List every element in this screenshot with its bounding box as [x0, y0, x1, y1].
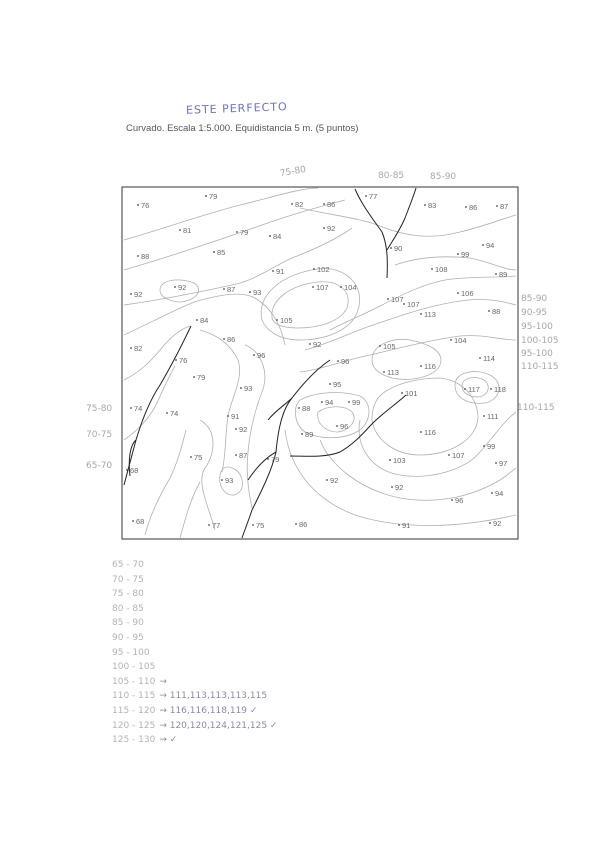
- spot-dot: [223, 288, 225, 290]
- spot-dot: [495, 273, 497, 275]
- legend-row: [112, 733, 277, 748]
- spot-dot: [208, 524, 210, 526]
- legend-range: 100 - 105: [112, 662, 156, 673]
- spot-height-label: 86: [469, 203, 478, 212]
- spot-dot: [431, 268, 433, 270]
- spot-dot: [179, 229, 181, 231]
- spot-height: [398, 521, 410, 530]
- spot-height-label: 86: [227, 335, 236, 344]
- spot-dot: [479, 357, 481, 359]
- spot-dot: [130, 347, 132, 349]
- spot-height: [420, 310, 436, 319]
- legend-mark: → ✓: [159, 735, 178, 746]
- spot-height-label: 91: [402, 521, 411, 530]
- spot-dot: [491, 492, 493, 494]
- spot-height: [276, 316, 292, 325]
- legend-range: 85 - 90: [112, 618, 144, 629]
- handwritten-legend: [112, 558, 277, 748]
- spot-height: [301, 430, 313, 439]
- legend-row: [112, 719, 277, 734]
- spot-dot: [249, 291, 251, 293]
- legend-row: [112, 558, 277, 573]
- spot-height: [269, 232, 281, 241]
- spot-height: [431, 265, 447, 274]
- legend-range: 120 - 125: [112, 720, 156, 731]
- spot-height: [379, 342, 395, 351]
- spot-height-label: 108: [435, 265, 448, 274]
- spot-dot: [137, 204, 139, 206]
- spot-height: [137, 201, 149, 210]
- spot-dot: [240, 387, 242, 389]
- spot-height: [130, 290, 142, 299]
- spot-dot: [291, 203, 293, 205]
- spot-height: [479, 354, 495, 363]
- spot-dot: [365, 195, 367, 197]
- spot-height-label: 79: [209, 192, 218, 201]
- spot-height: [488, 307, 500, 316]
- spot-height-label: 107: [452, 451, 465, 460]
- spot-dot: [464, 388, 466, 390]
- spot-height-label: 89: [499, 270, 508, 279]
- spot-height-label: 75: [256, 521, 265, 530]
- spot-height: [340, 283, 356, 292]
- spot-dot: [130, 407, 132, 409]
- spot-height: [272, 267, 284, 276]
- spot-dot: [389, 459, 391, 461]
- legend-range: 125 - 130: [112, 735, 156, 746]
- spot-dot: [448, 454, 450, 456]
- spot-height: [208, 521, 220, 530]
- spot-height-label: 101: [405, 389, 418, 398]
- spot-height-label: 79: [240, 228, 249, 237]
- legend-range: 110 - 115: [112, 691, 156, 702]
- spot-dot: [383, 371, 385, 373]
- spot-height-label: 94: [325, 398, 334, 407]
- spot-dot: [190, 456, 192, 458]
- spot-height-label: 96: [341, 357, 350, 366]
- spot-height-label: 84: [200, 316, 209, 325]
- spot-height-label: 96: [455, 496, 464, 505]
- spot-height: [179, 226, 191, 235]
- spot-height-label: 94: [486, 241, 495, 250]
- spot-height-label: 79: [197, 373, 206, 382]
- legend-row: [112, 689, 277, 704]
- spot-height: [337, 357, 349, 366]
- spot-height-label: 113: [387, 368, 399, 377]
- spot-height-label: 93: [244, 384, 253, 393]
- spot-height: [424, 201, 436, 210]
- spot-height: [252, 521, 264, 530]
- spot-height-label: 77: [212, 521, 221, 530]
- spot-height-label: 76: [179, 356, 188, 365]
- spot-height: [465, 203, 477, 212]
- spot-height-label: 92: [239, 425, 248, 434]
- spot-height-label: 68: [130, 466, 139, 475]
- spot-height: [326, 476, 338, 485]
- spot-height-label: 92: [134, 290, 143, 299]
- spot-heights: [126, 192, 508, 530]
- spot-height-label: 75: [194, 453, 203, 462]
- spot-height-label: 87: [239, 451, 248, 460]
- spot-dot: [309, 343, 311, 345]
- legend-row: [112, 660, 277, 675]
- spot-height: [323, 200, 335, 209]
- spot-dot: [329, 383, 331, 385]
- spot-dot: [490, 388, 492, 390]
- spot-height: [309, 340, 321, 349]
- spot-height: [190, 453, 202, 462]
- spot-height-label: 88: [302, 404, 311, 413]
- spot-height-label: 93: [253, 288, 262, 297]
- spot-height-label: 77: [369, 192, 378, 201]
- legend-row: [112, 587, 277, 602]
- legend-row: [112, 646, 277, 661]
- spot-dot: [323, 203, 325, 205]
- legend-mark: →: [159, 676, 167, 687]
- spot-height-label: 81: [183, 226, 192, 235]
- spot-height: [457, 289, 473, 298]
- margin-note-left: 70-75: [86, 430, 113, 440]
- spot-height: [365, 192, 377, 201]
- spot-dot: [175, 359, 177, 361]
- spot-height: [298, 404, 310, 413]
- spot-height-label: 107: [391, 295, 404, 304]
- spot-dot: [457, 253, 459, 255]
- spot-dot: [488, 310, 490, 312]
- margin-note-top: 80-85: [378, 171, 405, 181]
- spot-height: [495, 459, 507, 468]
- spot-dot: [482, 244, 484, 246]
- spot-height: [236, 228, 248, 237]
- spot-height: [390, 244, 402, 253]
- legend-range: 75 - 80: [112, 589, 144, 600]
- spot-height-label: 74: [134, 404, 143, 413]
- spot-dot: [401, 392, 403, 394]
- spot-height-label: 86: [299, 520, 308, 529]
- spot-height: [295, 520, 307, 529]
- spot-dot: [424, 204, 426, 206]
- spot-height: [235, 451, 247, 460]
- spot-dot: [276, 319, 278, 321]
- spot-height-label: 117: [468, 385, 480, 394]
- spot-height-label: 85: [217, 248, 226, 257]
- spot-dot: [298, 407, 300, 409]
- spot-dot: [323, 227, 325, 229]
- spot-height: [193, 373, 205, 382]
- legend-row: [112, 602, 277, 617]
- legend-range: 105 - 110: [112, 676, 156, 687]
- spot-height: [495, 270, 507, 279]
- margin-note-right: 95-100: [521, 349, 553, 359]
- spot-dot: [235, 428, 237, 430]
- spot-dot: [403, 303, 405, 305]
- spot-height: [137, 252, 149, 261]
- spot-height: [496, 202, 508, 211]
- spot-dot: [321, 401, 323, 403]
- spot-dot: [132, 520, 134, 522]
- spot-dot: [496, 205, 498, 207]
- spot-dot: [236, 231, 238, 233]
- spot-dot: [465, 206, 467, 208]
- spot-height-label: 83: [428, 201, 437, 210]
- spot-height-label: 99: [487, 442, 496, 451]
- legend-mark: → 111,113,113,113,115: [159, 691, 268, 702]
- spot-height-label: 92: [178, 283, 187, 292]
- spot-dot: [130, 293, 132, 295]
- top-note: ESTE PERFECTO: [185, 100, 288, 117]
- spot-height: [221, 476, 233, 485]
- spot-height: [175, 356, 187, 365]
- spot-dot: [340, 286, 342, 288]
- spot-height: [240, 384, 252, 393]
- spot-height-label: 74: [170, 409, 179, 418]
- spot-height: [235, 425, 247, 434]
- spot-dot: [336, 425, 338, 427]
- margin-note-right: 95-100: [521, 322, 553, 332]
- spot-dot: [196, 319, 198, 321]
- margin-note-right: 85-90: [521, 294, 548, 304]
- spot-dot: [390, 247, 392, 249]
- spot-height: [130, 404, 142, 413]
- spot-dot: [450, 339, 452, 341]
- spot-height: [253, 351, 265, 360]
- spot-height-label: 105: [383, 342, 396, 351]
- spot-height-label: 92: [330, 476, 339, 485]
- spot-height-label: 82: [134, 344, 143, 353]
- spot-height-label: 116: [424, 428, 436, 437]
- margin-note-right: 100-105: [521, 336, 559, 346]
- spot-dot: [272, 270, 274, 272]
- spot-height-label: 104: [454, 336, 467, 345]
- spot-height-label: 94: [495, 489, 504, 498]
- spot-height-label: 88: [492, 307, 501, 316]
- spot-height-label: 99: [352, 398, 361, 407]
- spot-height: [420, 362, 436, 371]
- spot-height: [457, 250, 469, 259]
- spot-height: [329, 380, 341, 389]
- spot-height-label: 82: [295, 200, 304, 209]
- spot-height: [391, 483, 403, 492]
- spot-height-label: 107: [407, 300, 420, 309]
- spot-height: [491, 489, 503, 498]
- spot-height: [249, 288, 261, 297]
- spot-height-label: 103: [393, 456, 406, 465]
- spot-height-label: 107: [316, 283, 329, 292]
- spot-height: [464, 385, 480, 394]
- legend-row: [112, 675, 277, 690]
- spot-height-label: 114: [483, 354, 495, 363]
- spot-dot: [420, 365, 422, 367]
- spot-height: [387, 295, 403, 304]
- spot-dot: [252, 524, 254, 526]
- spot-dot: [489, 522, 491, 524]
- spot-height-label: 92: [327, 224, 336, 233]
- spot-height: [490, 385, 506, 394]
- spot-height-label: 104: [344, 283, 357, 292]
- spot-height-label: 68: [136, 517, 145, 526]
- spot-height-label: 99: [461, 250, 470, 259]
- spot-height: [336, 422, 348, 431]
- spot-dot: [213, 251, 215, 253]
- spot-height-label: 116: [424, 362, 436, 371]
- spot-height-label: 97: [499, 459, 508, 468]
- spot-dot: [326, 479, 328, 481]
- spot-dot: [269, 235, 271, 237]
- spot-dot: [495, 462, 497, 464]
- spot-height: [448, 451, 464, 460]
- legend-row: [112, 573, 277, 588]
- spot-height: [130, 344, 142, 353]
- spot-height: [451, 496, 463, 505]
- spot-dot: [295, 523, 297, 525]
- spot-height: [205, 192, 217, 201]
- spot-dot: [348, 401, 350, 403]
- legend-mark: → 120,120,124,121,125 ✓: [159, 720, 278, 731]
- margin-note-left: 65-70: [86, 461, 113, 471]
- spot-height-label: 95: [333, 380, 342, 389]
- spot-dot: [223, 338, 225, 340]
- spot-dot: [126, 469, 128, 471]
- spot-height: [348, 398, 360, 407]
- subtitle: Curvado. Escala 1:5.000. Equidistancia 5 m. (5 puntos): [126, 123, 359, 134]
- spot-dot: [301, 433, 303, 435]
- spot-dot: [398, 524, 400, 526]
- spot-dot: [174, 286, 176, 288]
- spot-dot: [267, 458, 269, 460]
- spot-height-label: 86: [327, 200, 336, 209]
- spot-dot: [420, 431, 422, 433]
- spot-height-label: 88: [141, 252, 150, 261]
- spot-dot: [420, 313, 422, 315]
- spot-dot: [387, 298, 389, 300]
- spot-height: [389, 456, 405, 465]
- spot-height-label: 96: [257, 351, 266, 360]
- legend-range: 95 - 100: [112, 647, 150, 658]
- spot-height-label: 106: [461, 289, 474, 298]
- spot-dot: [379, 345, 381, 347]
- spot-height-label: 92: [313, 340, 322, 349]
- legend-range: 90 - 95: [112, 632, 144, 643]
- margin-note-top: 75-80: [279, 164, 307, 180]
- spot-height-label: 113: [424, 310, 436, 319]
- spot-height-label: 87: [500, 202, 509, 211]
- spot-dot: [337, 360, 339, 362]
- spot-height: [213, 248, 225, 257]
- spot-dot: [235, 454, 237, 456]
- margin-note-right: 110-115: [521, 362, 559, 372]
- spot-height: [482, 241, 494, 250]
- spot-dot: [227, 415, 229, 417]
- spot-height: [291, 200, 303, 209]
- spot-height: [323, 224, 335, 233]
- spot-dot: [483, 445, 485, 447]
- spot-height-label: 92: [395, 483, 404, 492]
- spot-height: [403, 300, 419, 309]
- spot-height-label: 76: [141, 201, 150, 210]
- spot-height-label: 84: [273, 232, 282, 241]
- spot-dot: [205, 195, 207, 197]
- spot-dot: [457, 292, 459, 294]
- spot-height: [321, 398, 333, 407]
- spot-height-label: 102: [317, 265, 330, 274]
- spot-height: [312, 283, 328, 292]
- spot-height-label: 87: [227, 285, 236, 294]
- spot-dot: [391, 486, 393, 488]
- legend-range: 80 - 85: [112, 603, 144, 614]
- spot-dot: [312, 286, 314, 288]
- spot-height-label: 90: [394, 244, 403, 253]
- spot-height-label: 89: [305, 430, 314, 439]
- spot-height: [166, 409, 178, 418]
- margin-note-top: 85-90: [430, 172, 457, 182]
- spot-height-label: 96: [340, 422, 349, 431]
- spot-height-label: 111: [487, 412, 499, 421]
- spot-dot: [451, 499, 453, 501]
- legend-row: [112, 704, 277, 719]
- margin-note-left: 75-80: [86, 404, 113, 414]
- spot-height: [196, 316, 208, 325]
- spot-height: [483, 412, 498, 421]
- spot-height-label: 92: [493, 519, 502, 528]
- legend-row: [112, 616, 277, 631]
- spot-dot: [483, 415, 485, 417]
- legend-range: 70 - 75: [112, 574, 144, 585]
- spot-height-label: 91: [231, 412, 240, 421]
- spot-height-label: 91: [276, 267, 285, 276]
- spot-height: [420, 428, 436, 437]
- spot-height-label: 79: [271, 455, 280, 464]
- spot-height-label: 93: [225, 476, 234, 485]
- legend-row: [112, 631, 277, 646]
- spot-dot: [166, 412, 168, 414]
- margin-note-right: 110-115: [517, 403, 555, 413]
- spot-height-label: 105: [280, 316, 293, 325]
- spot-height: [132, 517, 144, 526]
- spot-height-label: 118: [494, 385, 506, 394]
- spot-dot: [193, 376, 195, 378]
- legend-mark: → 116,116,118,119 ✓: [159, 705, 258, 716]
- spot-dot: [313, 268, 315, 270]
- spot-dot: [137, 255, 139, 257]
- spot-height: [174, 283, 186, 292]
- margin-note-right: 90-95: [521, 308, 548, 318]
- spot-dot: [221, 479, 223, 481]
- spot-dot: [253, 354, 255, 356]
- legend-range: 65 - 70: [112, 560, 144, 570]
- legend-range: 115 - 120: [112, 705, 156, 716]
